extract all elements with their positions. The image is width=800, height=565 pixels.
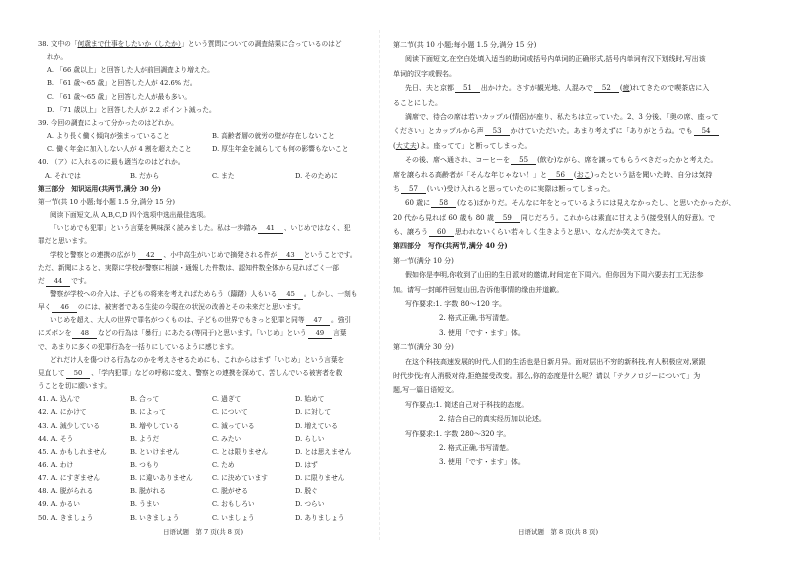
writing-requirement-line: 写作要求:1. 字数 280～320 字。 — [405, 429, 511, 438]
text-run: ただ、新聞によると、実際に学校が警察に相談・通報した件数は、認知件数全体から見ればごく一部 — [38, 263, 339, 272]
paragraph-line — [393, 355, 741, 369]
section-heading: 第三部分 知识运用(共两节,满分 30 分) — [38, 184, 161, 193]
subsection-heading: 第二节(共 10 小题;每小题 1.5 分,满分 15 分) — [393, 41, 537, 49]
text-run: ( — [573, 170, 577, 179]
answer-option: C. 減っている — [212, 421, 255, 430]
answer-option: D. とは思えません — [295, 447, 352, 456]
text-run: 。強引 — [331, 316, 352, 325]
answer-options-row — [38, 420, 368, 433]
answer-option: D. 脱ぐ — [295, 487, 318, 496]
paragraph-line — [38, 249, 368, 262]
text-run: だ — [38, 276, 45, 285]
text-run: 题,写一篇日语短文。 — [393, 386, 459, 395]
answer-option: C. 働く年金に加入しない人が 4 割を超えたこと — [47, 145, 192, 154]
underlined-text: 大丈夫 — [395, 141, 417, 150]
question-continued-line: れか。 — [47, 53, 68, 62]
paragraph-continued-line — [38, 235, 368, 248]
answer-option: C. おもしろい — [212, 500, 255, 509]
text-run: 、小中高生がいじめで摘発される件が — [163, 250, 278, 259]
answer-option: D. つらい — [295, 500, 325, 509]
paragraph-continued-line — [38, 275, 368, 288]
answer-option: B. つもり — [130, 461, 160, 469]
text-run: 、いじめではなく、犯 — [283, 224, 351, 233]
answer-option: 48. A. 脱がられる — [38, 487, 94, 496]
answer-option: 44. A. そう — [38, 434, 74, 443]
text-run: どれだけ人を傷つける行為なのかを考えさせるためにも、これからはまず「いじめ」という言葉を — [50, 355, 345, 364]
paragraph-line — [393, 196, 741, 210]
answer-option: D. はず — [295, 461, 318, 469]
answer-option: 46. A. わけ — [38, 461, 74, 469]
answer-option: B. 高齢者層の就労の壁が存在しないこと — [212, 132, 335, 141]
answer-option: D. に対して — [295, 408, 332, 417]
text-run: 在这个科技高速发展的时代,人们的生活也是日新月异。面对层出不穷的新科技,有人积极应对,紧跟 — [405, 357, 706, 366]
paragraph-continued-line — [38, 301, 368, 314]
answer-option: B. といけません — [130, 447, 180, 456]
text-run: 見直して — [38, 368, 65, 377]
text-run: 、「学内犯罪」などの呼称に変え、警察との連携を深めて、苦しんでいる被害者を救 — [91, 368, 343, 377]
text-run: 单词的汉字或假名。 — [393, 69, 456, 78]
answer-option: D. 始めて — [295, 395, 325, 404]
underlined-text: おこ — [576, 170, 591, 179]
text-run: 39. 今回の調査によって分かったのはどれか。 — [38, 118, 178, 127]
answer-blank-57: 57 — [401, 185, 426, 194]
answer-option: C. について — [212, 408, 248, 417]
answer-option: C. いましょう — [212, 513, 255, 522]
answer-blank-49: 49 — [308, 330, 333, 339]
answer-blank-59: 59 — [495, 214, 520, 223]
paragraph-line — [38, 209, 368, 222]
answer-option: B. によって — [130, 408, 166, 417]
answer-option-line: C. 「61 歳～65 歳」と回答した人が最も多い。 — [47, 92, 192, 101]
text-run: も、譲ろう — [393, 228, 428, 237]
text-run: 言葉 — [333, 329, 347, 338]
answer-option: 47. A. にすぎません — [38, 474, 100, 483]
paragraph-continued-line — [393, 283, 741, 297]
question-line — [38, 156, 368, 169]
answer-blank-47: 47 — [306, 317, 331, 326]
answer-option: 42. A. にかけて — [38, 408, 87, 417]
paragraph-continued-line — [393, 96, 741, 110]
answer-option: A. より長く働く傾向が強まっていること — [47, 132, 170, 141]
answer-option: 43. A. 減少している — [38, 421, 100, 430]
paragraph-continued-line — [393, 124, 741, 138]
answer-option: D. らしい — [295, 434, 325, 443]
text-run: 时代步伐;有人消极对待,拒绝接受改变。那么,你的态度是什么呢？请以「テクノロジーについて」为 — [393, 371, 701, 380]
text-run: 席を譲られる高齢者が「そんな年じゃない！」と — [393, 170, 547, 179]
answer-blank-51: 51 — [455, 84, 480, 93]
answer-option: C. に決めています — [212, 474, 268, 483]
answer-option: C. ため — [212, 461, 235, 469]
page-8-footer: 日语试题 第 8 页(共 8 页) — [517, 528, 599, 536]
writing-requirement-line: 写作要求:1. 字数 80～120 字。 — [405, 300, 506, 309]
text-run: (なる)ばかりだ。そんなに年をとっているようには見えなかったし、と思いたかったが、 — [457, 199, 736, 208]
text-run: ることにした。 — [393, 98, 442, 107]
text-run: 40. （ア）に入れるのに最も適当なのはどれか。 — [38, 158, 185, 167]
underlined-text: 疲 — [622, 84, 630, 93]
answer-options-row — [38, 512, 368, 525]
answer-option: C. 過ぎて — [212, 395, 242, 404]
answer-option: 45. A. かもしれません — [38, 447, 107, 456]
answer-option: B. ようだ — [130, 434, 160, 443]
text-run: 假如你是李明,你收到了山田的生日派对的邀请,时间定在下周六。但你因为下周六要去打工无法参 — [405, 271, 704, 280]
paragraph-line — [38, 222, 368, 235]
paragraph-continued-line — [393, 139, 741, 153]
text-run: 阅读下面短文,从 A,B,C,D 四个选项中选出最佳选项。 — [50, 211, 210, 220]
answer-blank-44: 44 — [46, 278, 71, 287]
paragraph-continued-line — [393, 211, 741, 225]
text-run: 思われないくらい若々しく生きようと思い、なんだか笑えてきた。 — [454, 228, 665, 237]
text-run: (いい)受け入れると思っていたのに実際は断ってしまった。 — [426, 184, 615, 193]
answer-option: B. だから — [130, 171, 160, 180]
text-run: 60 歳に — [405, 199, 431, 208]
answer-option: B. に違いありません — [130, 474, 193, 483]
answer-blank-41: 41 — [258, 225, 283, 234]
text-run: 警察が学校への介入は、子どもの将来を考えればためらう（躊躇）人もいる — [50, 289, 278, 298]
answer-options-row — [38, 446, 368, 459]
answer-blank-55: 55 — [511, 156, 536, 165]
answer-options-row — [38, 485, 368, 498]
paragraph-line — [38, 288, 368, 301]
paragraph-line — [38, 314, 368, 327]
answer-blank-53: 53 — [485, 127, 510, 136]
text-run: その後、席へ通され、コーヒーを — [405, 156, 511, 165]
answer-option: 50. A. きましょう — [38, 513, 94, 522]
text-run: 。しかし、一刻も — [303, 289, 358, 298]
text-run: にズボンを — [38, 329, 72, 338]
answer-blank-42: 42 — [138, 252, 163, 261]
answer-options-row — [38, 143, 368, 156]
text-run: 阅读下面短文,在空白处填入适当的助词或括号内单词的正确形式,括号内单词有汉下划线时,写出该 — [405, 55, 706, 64]
page-8-column — [393, 38, 741, 470]
text-run: (飲む)ながら、席を譲ってもらうべきだったかと考えた。 — [537, 156, 718, 165]
text-run: ください」とカップルから声 — [393, 127, 484, 136]
answer-option: C. みたい — [212, 434, 242, 443]
answer-option: D. ありましょう — [295, 513, 345, 522]
answer-option: D. そのために — [295, 171, 338, 180]
subsection-heading: 第一节(共 10 小题;每小题 1.5 分,满分 15 分) — [38, 197, 175, 206]
text-run: 学校と警察との連携の広がり — [50, 250, 137, 259]
text-run: 罪だと思います。 — [38, 237, 91, 246]
text-run: ち — [393, 184, 400, 193]
paragraph-line — [393, 52, 741, 66]
answer-options-row — [38, 472, 368, 485]
text-run: いじめを超え、大人の世界で罪名がつくものは、子どもの世界でもきっと犯罪と同等 — [50, 316, 305, 325]
answer-options-row — [38, 406, 368, 419]
answer-option: B. いきましょう — [130, 513, 180, 522]
answer-option: B. 増やしている — [130, 421, 180, 430]
paragraph-continued-line — [38, 367, 368, 380]
answer-option: D. 増えている — [295, 421, 338, 430]
answer-option: C. とは限りません — [212, 447, 268, 456]
answer-option: A. それでは — [45, 171, 81, 180]
text-run: です。 — [71, 276, 91, 285]
answer-options-row — [38, 459, 368, 472]
answer-blank-46: 46 — [52, 304, 77, 313]
answer-option: C. 脱がせる — [212, 487, 248, 496]
writing-requirement-subline: 2. 格式正确,书写清楚。 — [439, 314, 514, 323]
answer-blank-50: 50 — [66, 370, 91, 379]
answer-blank-43: 43 — [278, 252, 303, 261]
paragraph-line — [393, 153, 741, 167]
text-run: 先日、夫と京都 — [405, 84, 454, 93]
subsection-heading: 第二节(满分 30 分) — [393, 343, 454, 352]
page-divider — [379, 30, 380, 540]
answer-option: D. 厚生年金を減らしても何の影響もないこと — [212, 145, 349, 154]
answer-blank-54: 54 — [694, 127, 719, 136]
text-run: ( — [393, 141, 396, 150]
writing-requirement-subline: 2. 结合自己的真实经历加以论述。 — [439, 415, 546, 424]
paragraph-continued-line — [393, 225, 741, 239]
answer-option-line: D. 「71 歳以上」と回答した人が 2.2 ポイント減った。 — [47, 105, 216, 114]
paragraph-continued-line — [38, 262, 368, 275]
text-run: 」という質問についての調査結果に合っているのはど — [181, 40, 342, 48]
writing-requirement-line: 写作要点:1. 简述自己对于科技的态度。 — [405, 400, 529, 409]
text-run: かけていただいた。あまり考えずに「ありがとうね。でも — [510, 127, 693, 136]
answer-option: B. 脱がれる — [130, 487, 166, 496]
answer-blank-48: 48 — [72, 330, 97, 339]
text-run: 20 代から見れば 60 歳も 80 歳 — [393, 213, 494, 222]
text-run: )ったという話を聞いた時、自分は気持 — [590, 170, 713, 179]
paragraph-continued-line — [393, 369, 741, 383]
paragraph-continued-line — [38, 380, 368, 393]
answer-options-row — [38, 130, 368, 143]
answer-options-row — [38, 498, 368, 511]
paragraph-line — [38, 354, 368, 367]
answer-option-line: B. 「61 歳～65 歳」と回答した人が 42.6% だ。 — [47, 79, 197, 88]
answer-blank-58: 58 — [431, 199, 456, 208]
text-run: うことを切に願います。 — [38, 382, 112, 391]
answer-option: 49. A. かるい — [38, 500, 80, 509]
paragraph-continued-line — [38, 341, 368, 354]
text-run: )よ。座ってて」と断ってしまった。 — [416, 141, 532, 150]
text-run: ( — [619, 84, 623, 93]
paragraph-continued-line — [393, 67, 741, 81]
writing-requirement-subline: 3. 使用「です・ます」体。 — [439, 458, 525, 467]
answer-blank-52: 52 — [594, 84, 619, 93]
paragraph-continued-line — [393, 383, 741, 397]
text-run: 同じだろう。これからは素直に甘えよう(接受别人的好意)。で — [520, 213, 716, 222]
paragraph-line — [393, 268, 741, 282]
paragraph-line — [393, 110, 741, 124]
text-run: のには、被害者である生徒の今現在の状況の改善とその未来だと思います。 — [77, 303, 305, 312]
paragraph-line — [393, 81, 741, 95]
answer-options-row — [38, 433, 368, 446]
answer-option: B. うまい — [130, 500, 160, 509]
answer-blank-60: 60 — [429, 228, 454, 237]
answer-options-row — [38, 170, 368, 183]
writing-requirement-subline: 3. 使用「です・ます」体。 — [439, 328, 525, 337]
text-run: 「いじめでも犯罪」という言葉を興味深く読みました。私は一歩踏み — [50, 224, 258, 233]
text-run: などの行為は「暴行」にあたる(等同于)と思います。「いじめ」という — [97, 329, 307, 338]
text-run: 満席で、待合の席は若いカップル(情侶)が座り、私たちは立っていた。2、3 分後、「奥の席、座って — [405, 112, 719, 121]
text-run: )れてきたので喫茶店に入 — [629, 84, 710, 93]
text-run: 早く — [38, 303, 52, 312]
answer-option: B. 合って — [130, 395, 160, 404]
text-run: ということです。 — [303, 250, 357, 259]
page-7-column — [38, 38, 368, 525]
page-7-footer: 日语试题 第 7 页(共 8 页) — [162, 528, 244, 536]
answer-option: C. また — [212, 171, 235, 180]
text-run: で、あまりに多くの犯罪行為を一括りにしているように感じます。 — [38, 342, 238, 351]
answer-option: 41. A. 込んで — [38, 395, 80, 404]
answer-option-line: A. 「66 歳以上」と回答した人が前回調査より増えた。 — [47, 66, 214, 75]
paragraph-continued-line — [393, 182, 741, 196]
text-run: 38. 文中の「 — [38, 40, 78, 48]
writing-requirement-subline: 2. 格式正确,书写清楚。 — [439, 443, 514, 452]
answer-options-row — [38, 393, 368, 406]
question-line — [38, 117, 368, 130]
underlined-text: 何歳まで仕事をしたいか（したか） — [77, 40, 182, 48]
answer-blank-56: 56 — [548, 171, 573, 180]
answer-option: D. に限りません — [295, 474, 345, 483]
paragraph-continued-line — [38, 327, 368, 340]
text-run: 加。请写一封邮件回复山田,告诉他事情的缘由并道歉。 — [393, 285, 564, 294]
question-line — [38, 38, 368, 51]
subsection-heading: 第一节(满分 10 分) — [393, 256, 454, 265]
paragraph-continued-line — [393, 168, 741, 182]
section-heading: 第四部分 写作(共两节,满分 40 分) — [393, 241, 508, 251]
text-run: 出かけた。さすが観光地、人混みで — [480, 84, 593, 93]
answer-blank-45: 45 — [278, 291, 303, 300]
